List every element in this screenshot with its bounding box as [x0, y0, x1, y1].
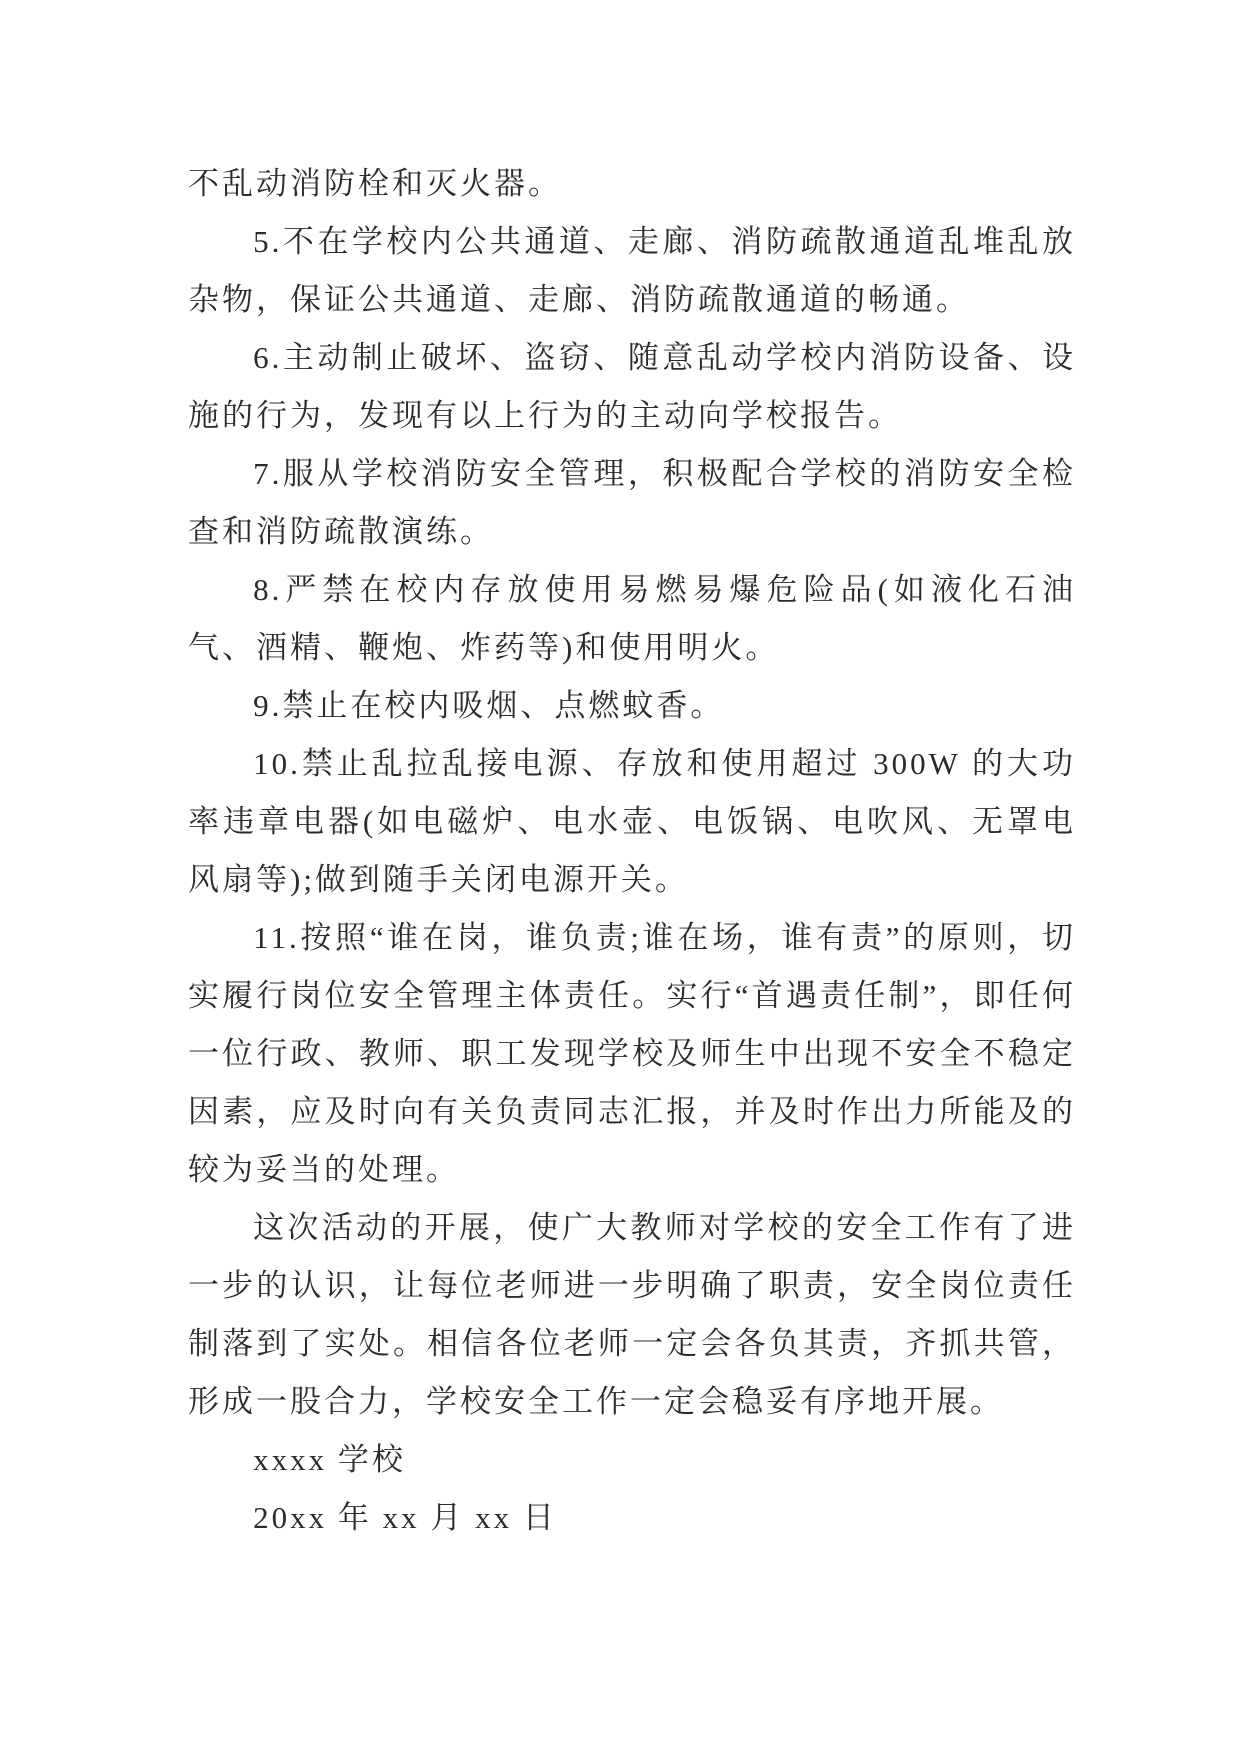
paragraph-continuation-tail: 不乱动消防栓和灭火器。	[188, 166, 562, 201]
rule-item-7: 7.服从学校消防安全管理，积极配合学校的消防安全检查和消防疏散演练。	[188, 456, 1076, 549]
rule-item-9: 9.禁止在校内吸烟、点燃蚊香。	[253, 688, 725, 723]
rule-item-6: 6.主动制止破坏、盗窃、随意乱动学校内消防设备、设施的行为，发现有以上行为的主动向学校报告。	[188, 340, 1076, 433]
rule-item-10: 10.禁止乱拉乱接电源、存放和使用超过 300W 的大功率违章电器(如电磁炉、电水壶、电饭锅、电吹风、无罩电风扇等);做到随手关闭电源开关。	[188, 746, 1076, 897]
signature-school-line: xxxx 学校	[253, 1442, 406, 1477]
closing-paragraph: 这次活动的开展，使广大教师对学校的安全工作有了进一步的认识，让每位老师进一步明确了职责，安全岗位责任制落到了实处。相信各位老师一定会各负其责，齐抓共管，形成一股合力，学校安全工作一定会稳妥有序地开展。	[188, 1210, 1076, 1419]
rule-item-8: 8.严禁在校内存放使用易燃易爆危险品(如液化石油气、酒精、鞭炮、炸药等)和使用明火。	[188, 572, 1076, 665]
rule-item-11: 11.按照“谁在岗，谁负责;谁在场，谁有责”的原则，切实履行岗位安全管理主体责任。实行“首遇责任制”，即任何一位行政、教师、职工发现学校及师生中出现不安全不稳定因素，应及时向有关负责同志汇报，并及时作出力所能及的较为妥当的处理。	[188, 920, 1076, 1187]
document-text-block	[188, 155, 1076, 1547]
signature-date-line: 20xx 年 xx 月 xx 日	[253, 1500, 557, 1535]
rule-item-5: 5.不在学校内公共通道、走廊、消防疏散通道乱堆乱放杂物，保证公共通道、走廊、消防疏散通道的畅通。	[188, 224, 1076, 317]
